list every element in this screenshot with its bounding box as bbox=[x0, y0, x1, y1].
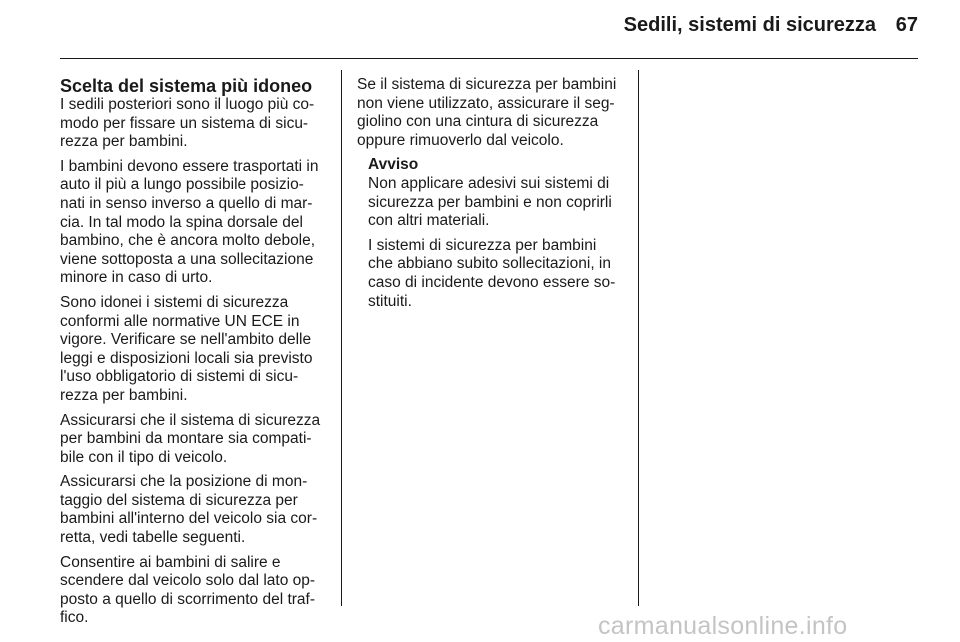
text-line: I bambini devono essere trasportati in bbox=[60, 157, 319, 175]
text-line: leggi e disposizioni locali sia previsto bbox=[60, 349, 313, 367]
text-line: che abbiano subito sollecitazioni, in bbox=[368, 255, 611, 273]
text-line: Assicurarsi che il sistema di sicurezza bbox=[60, 411, 321, 429]
text-line: con altri materiali. bbox=[368, 212, 490, 230]
text-line: bambini all'interno del veicolo sia cor- bbox=[60, 510, 318, 528]
section-heading: Scelta del sistema più idoneo bbox=[60, 76, 313, 96]
text-line: rezza per bambini. bbox=[60, 386, 188, 404]
text-line: viene sottoposta a una sollecitazione bbox=[60, 250, 314, 268]
text-column-2 bbox=[357, 76, 625, 317]
column-divider-right bbox=[638, 70, 639, 606]
text-line: fico. bbox=[60, 609, 89, 627]
text-line: Sono idonei i sistemi di sicurezza bbox=[60, 293, 289, 311]
text-line: stituiti. bbox=[368, 292, 412, 310]
text-line: Se il sistema di sicurezza per bambini bbox=[357, 76, 617, 93]
text-line: Non applicare adesivi sui sistemi di bbox=[368, 174, 610, 192]
paragraph bbox=[357, 76, 625, 150]
page-header-title: Sedili, sistemi di sicurezza bbox=[623, 14, 876, 36]
text-line: cia. In tal modo la spina dorsale del bbox=[60, 213, 303, 231]
text-line: conformi alle normative UN ECE in bbox=[60, 312, 300, 330]
text-line: nati in senso inverso a quello di mar- bbox=[60, 194, 313, 212]
text-line: scendere dal veicolo solo dal lato op- bbox=[60, 572, 316, 590]
text-line: per bambini da montare sia compati- bbox=[60, 430, 312, 448]
page-number: 67 bbox=[895, 14, 918, 36]
paragraph bbox=[60, 412, 330, 468]
text-line: oppure rimuoverlo dal veicolo. bbox=[357, 131, 564, 149]
text-line: posto a quello di scorrimento del traf- bbox=[60, 590, 316, 608]
paragraph bbox=[60, 473, 330, 547]
note-box bbox=[368, 156, 625, 311]
text-line: retta, vedi tabelle seguenti. bbox=[60, 529, 246, 547]
text-line: taggio del sistema di sicurezza per bbox=[60, 491, 298, 509]
column-divider-left bbox=[341, 70, 342, 606]
text-line: giolino con una cintura di sicurezza bbox=[357, 113, 599, 131]
text-line: I sistemi di sicurezza per bambini bbox=[368, 236, 597, 254]
text-line: vigore. Verificare se nell'ambito delle bbox=[60, 331, 312, 349]
paragraph bbox=[60, 294, 330, 406]
text-line: Assicurarsi che la posizione di mon- bbox=[60, 473, 308, 491]
text-line: auto il più a lungo possibile posizio- bbox=[60, 176, 304, 194]
text-line: Consentire ai bambini di salire e bbox=[60, 553, 281, 571]
text-line: minore in caso di urto. bbox=[60, 269, 213, 287]
text-line: modo per fissare un sistema di sicu- bbox=[60, 114, 309, 132]
text-line: rezza per bambini. bbox=[60, 133, 188, 151]
note-heading: Avviso bbox=[368, 156, 419, 174]
paragraph bbox=[60, 96, 330, 152]
header-rule bbox=[60, 58, 918, 59]
paragraph bbox=[368, 237, 625, 311]
text-line: bambino, che è ancora molto debole, bbox=[60, 232, 316, 250]
paragraph bbox=[60, 158, 330, 288]
text-line: sicurezza per bambini e non coprirli bbox=[368, 193, 612, 211]
text-line: non viene utilizzato, assicurare il seg- bbox=[357, 94, 615, 112]
text-line: I sedili posteriori sono il luogo più co- bbox=[60, 96, 315, 113]
text-line: caso di incidente devono essere so- bbox=[368, 273, 616, 291]
text-line: l'uso obbligatorio di sistemi di sicu- bbox=[60, 368, 299, 386]
paragraph bbox=[60, 554, 330, 628]
paragraph bbox=[368, 175, 625, 231]
text-line: bile con il tipo di veicolo. bbox=[60, 448, 228, 466]
footer-watermark: carmanualsonline.info bbox=[598, 612, 848, 640]
text-column-1 bbox=[60, 76, 330, 634]
